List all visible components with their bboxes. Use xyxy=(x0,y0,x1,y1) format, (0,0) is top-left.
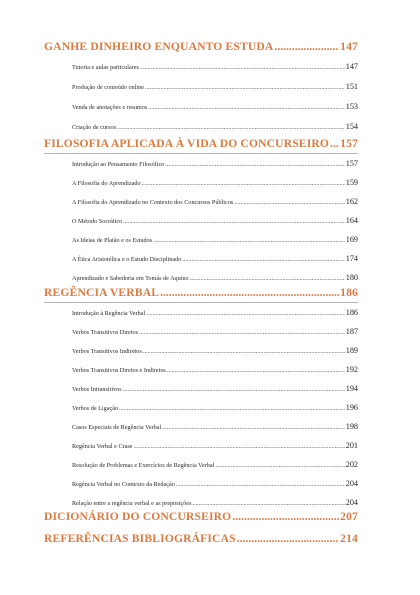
entry-label: Criação de cursos xyxy=(72,124,116,131)
leader-dots xyxy=(123,218,345,225)
leader-dots xyxy=(192,500,344,507)
entry-page-number: 201 xyxy=(345,441,358,450)
toc-entry[interactable] xyxy=(72,178,358,189)
leader-dots xyxy=(176,481,345,488)
entry-label: Verbos Transitivos Diretos e Indiretos xyxy=(72,367,166,374)
toc-entry[interactable] xyxy=(72,197,358,208)
entry-page-number: 186 xyxy=(345,308,358,317)
leader-dots xyxy=(167,367,345,374)
section-entries xyxy=(72,302,358,509)
leader-dots xyxy=(330,137,339,150)
leader-dots xyxy=(153,237,345,244)
toc-entry[interactable] xyxy=(72,62,358,73)
entry-label: Introdução ao Pensamento Filosófico xyxy=(72,161,165,168)
toc-entry[interactable] xyxy=(72,159,358,170)
entry-page-number: 180 xyxy=(345,273,358,282)
leader-dots xyxy=(160,286,339,299)
entry-label: Regência Verbal no Contexto da Redação xyxy=(72,481,175,488)
entry-page-number: 157 xyxy=(345,159,358,168)
entry-page-number: 169 xyxy=(345,235,358,244)
section-title: REFERÊNCIAS BIBLIOGRÁFICAS xyxy=(44,532,236,545)
entry-page-number: 196 xyxy=(345,403,358,412)
entry-page-number: 187 xyxy=(345,327,358,336)
entry-page-number: 192 xyxy=(345,365,358,374)
section-entries xyxy=(72,153,358,284)
section-title: DICIONÁRIO DO CONCURSEIRO xyxy=(44,510,232,523)
toc-entry[interactable] xyxy=(72,122,358,133)
entry-label: Verbos Transitivos Indiretos xyxy=(72,348,142,355)
entry-label: Venda de anotações e resumos xyxy=(72,104,148,111)
toc-entry[interactable] xyxy=(72,479,358,490)
leader-dots xyxy=(215,462,344,469)
entry-label: A Filosofia do Aprendizado no Contexto dos Concursos Públicos xyxy=(72,199,234,206)
toc-entry[interactable] xyxy=(72,460,358,471)
leader-dots xyxy=(237,532,339,545)
section-heading[interactable] xyxy=(44,137,358,151)
leader-dots xyxy=(117,124,345,131)
entry-label: As Ideias de Platão e os Estudos xyxy=(72,237,153,244)
toc-section-filosofia xyxy=(44,137,358,284)
leader-dots xyxy=(162,424,344,431)
entry-page-number: 189 xyxy=(345,346,358,355)
toc-entry[interactable] xyxy=(72,254,358,265)
entry-label: Tutoria e aulas particulares xyxy=(72,64,139,71)
toc-entry[interactable] xyxy=(72,327,358,338)
section-title: GANHE DINHEIRO ENQUANTO ESTUDA xyxy=(44,40,274,53)
entry-label: Relação entre a regência verbal e as preposições xyxy=(72,500,192,507)
leader-dots xyxy=(143,348,345,355)
toc-section-ganhe-dinheiro xyxy=(44,40,358,133)
section-title: FILOSOFIA APLICADA À VIDA DO CONCURSEIRO xyxy=(44,137,330,150)
section-page-number: 214 xyxy=(340,532,358,545)
toc-entry[interactable] xyxy=(72,82,358,93)
leader-dots xyxy=(142,180,345,187)
leader-dots xyxy=(165,161,344,168)
entry-label: A Filosofia do Aprendizado xyxy=(72,180,141,187)
section-entries xyxy=(72,62,358,133)
toc-entry[interactable] xyxy=(72,498,358,509)
leader-dots xyxy=(140,64,345,71)
entry-label: A Ética Aristotélica e o Estudo Disciplinado xyxy=(72,256,182,263)
leader-dots xyxy=(145,84,345,91)
toc-entry[interactable] xyxy=(72,308,358,319)
toc-section-regencia-verbal xyxy=(44,286,358,509)
entry-page-number: 194 xyxy=(345,384,358,393)
toc-entry[interactable] xyxy=(72,441,358,452)
leader-dots xyxy=(234,199,345,206)
entry-label: Casos Especiais de Regência Verbal xyxy=(72,424,162,431)
toc-section-referencias xyxy=(44,532,358,546)
entry-page-number: 159 xyxy=(345,178,358,187)
toc-entry[interactable] xyxy=(72,235,358,246)
entry-page-number: 202 xyxy=(345,460,358,469)
entry-label: Regência Verbal e Crase xyxy=(72,443,133,450)
toc-entry[interactable] xyxy=(72,216,358,227)
entry-page-number: 198 xyxy=(345,422,358,431)
entry-label: Verbos de Ligação xyxy=(72,405,119,412)
toc-entry[interactable] xyxy=(72,346,358,357)
leader-dots xyxy=(274,40,339,53)
section-title: REGÊNCIA VERBAL xyxy=(44,286,160,299)
entry-page-number: 147 xyxy=(345,62,358,71)
section-page-number: 207 xyxy=(340,510,358,523)
entry-label: Verbos Transitivos Diretos xyxy=(72,329,139,336)
entry-page-number: 153 xyxy=(345,102,358,111)
section-heading[interactable] xyxy=(44,286,358,300)
section-page-number: 186 xyxy=(340,286,358,299)
leader-dots xyxy=(134,443,345,450)
entry-page-number: 164 xyxy=(345,216,358,225)
entry-label: Verbos Intransitivos xyxy=(72,386,122,393)
toc-entry[interactable] xyxy=(72,384,358,395)
entry-page-number: 204 xyxy=(345,479,358,488)
toc-section-dicionario xyxy=(44,510,358,524)
entry-page-number: 204 xyxy=(345,498,358,507)
section-divider xyxy=(44,153,358,154)
entry-label: Aprendizado e Sabedoria em Tomás de Aquino xyxy=(72,275,189,282)
entry-page-number: 154 xyxy=(345,122,358,131)
toc-entry[interactable] xyxy=(72,365,358,376)
leader-dots xyxy=(146,310,344,317)
leader-dots xyxy=(232,510,339,523)
section-page-number: 147 xyxy=(340,40,358,53)
leader-dots xyxy=(123,386,345,393)
entry-label: Produção de conteúdo online xyxy=(72,84,144,91)
toc-entry[interactable] xyxy=(72,403,358,414)
leader-dots xyxy=(139,329,345,336)
entry-label: Introdução à Regência Verbal xyxy=(72,310,146,317)
leader-dots xyxy=(148,104,344,111)
entry-label: Resolução de Problemas e Exercícios de Regência Verbal xyxy=(72,462,215,469)
entry-label: O Método Socrático xyxy=(72,218,123,225)
section-page-number: 157 xyxy=(340,137,358,150)
toc-entry[interactable] xyxy=(72,422,358,433)
leader-dots xyxy=(119,405,345,412)
section-heading[interactable] xyxy=(44,40,358,54)
toc-entry[interactable] xyxy=(72,102,358,113)
section-divider xyxy=(44,302,358,303)
section-heading[interactable] xyxy=(44,532,358,546)
leader-dots xyxy=(182,256,344,263)
entry-page-number: 174 xyxy=(345,254,358,263)
leader-dots xyxy=(190,275,345,282)
entry-page-number: 151 xyxy=(345,82,358,91)
entry-page-number: 162 xyxy=(345,197,358,206)
section-heading[interactable] xyxy=(44,510,358,524)
toc-entry[interactable] xyxy=(72,273,358,284)
